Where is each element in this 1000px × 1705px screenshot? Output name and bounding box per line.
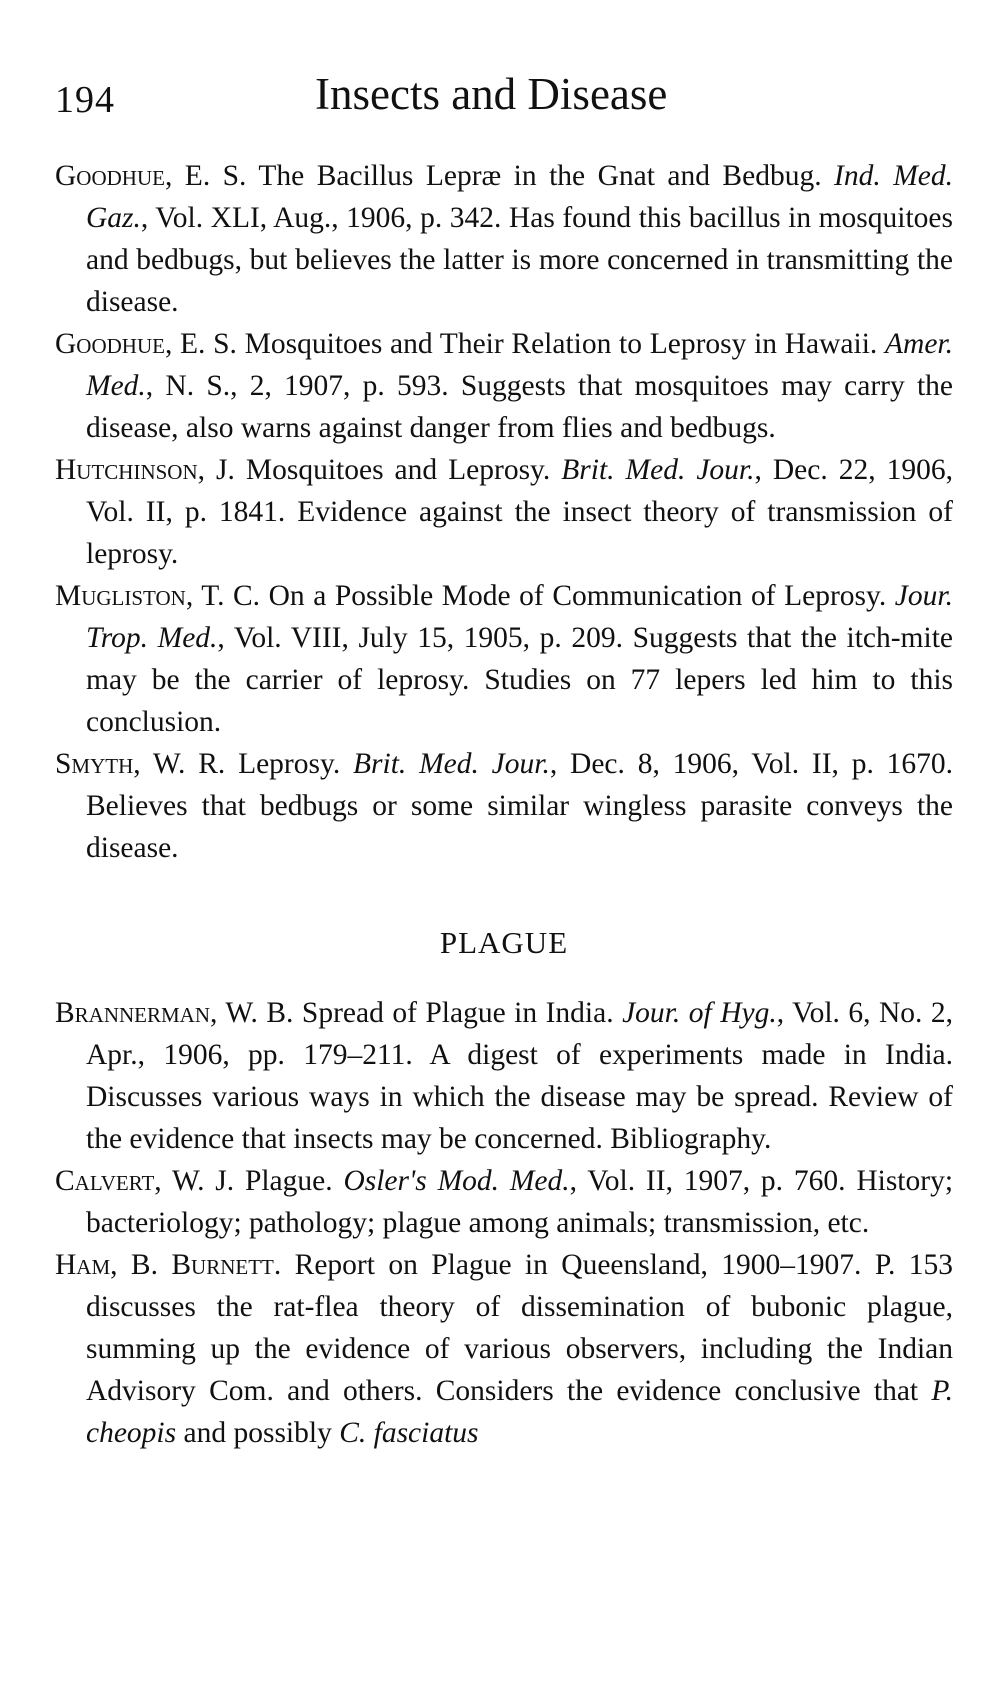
entry-author: Hutchinson, J. <box>55 454 235 486</box>
entry-title: Plague. <box>244 1165 333 1197</box>
running-head <box>55 60 953 130</box>
entry-title: Report on Plague in Queensland, 1900–1907. <box>294 1249 862 1281</box>
entry-annotation: A digest of experiments made in India. Discusses various ways in which the disease may be spread. Review of the evidence that insects may be concerned. Bibliography. <box>86 1039 953 1155</box>
entry-author: Smyth, W. R. <box>55 748 226 780</box>
entry-title: Leprosy. <box>238 748 341 780</box>
entry-connector: and possibly <box>183 1417 332 1449</box>
page-number: 194 <box>55 79 115 121</box>
entry-citation: , Vol. XLI, Aug., 1906, p. 342. <box>140 202 502 234</box>
entry-title: On a Possible Mode of Communication of Leprosy. <box>268 580 887 612</box>
bibliography-entry <box>55 155 953 323</box>
section-heading-plague: PLAGUE <box>439 925 569 960</box>
bibliography-entry <box>55 1160 953 1244</box>
entry-annotation: Believes that bedbugs or some similar wingless parasite conveys the disease. <box>86 790 953 864</box>
bibliography-entry <box>55 575 953 743</box>
leprosy-bibliography <box>55 155 953 869</box>
bibliography-entry <box>55 743 953 869</box>
bibliography-entry <box>55 323 953 449</box>
entry-journal: Osler's Mod. Med. <box>343 1165 570 1197</box>
entry-journal: Ind. Med. Gaz. <box>86 160 953 234</box>
book-page <box>55 60 953 1454</box>
entry-annotation: History; bacteriology; pathology; plague among animals; transmission, etc. <box>86 1165 954 1239</box>
entry-annotation: Suggests that mosquitoes may carry the disease, also warns against danger from flies and bedbugs. <box>86 370 953 444</box>
entry-journal: Brit. Med. Jour. <box>561 454 755 486</box>
entry-citation: , Vol. VIII, July 15, 1905, p. 209. <box>217 622 623 654</box>
entry-title: The Bacillus Lepræ in the Gnat and Bedbug. <box>258 160 822 192</box>
entry-author: Goodhue, E. S. <box>55 328 237 360</box>
bibliography-entry <box>55 449 953 575</box>
species-name: P. cheopis <box>86 1375 953 1449</box>
entry-author: Calvert, W. J. <box>55 1165 235 1197</box>
entry-annotation: P. 153 discusses the rat-flea theory of dissemination of bubonic plague, summing up the evidence of various observers, including the Indian Advisory Com. and others. Considers the evidence conclusive that <box>86 1249 954 1407</box>
entry-title: Spread of Plague in India. <box>301 997 614 1029</box>
species-name: C. fasciatus <box>339 1417 479 1449</box>
entry-title: Mosquitoes and Their Relation to Leprosy in Hawaii. <box>244 328 878 360</box>
entry-journal: Brit. Med. Jour. <box>353 748 550 780</box>
entry-citation: , Vol. 6, No. 2, Apr., 1906, pp. 179–211. <box>86 997 954 1071</box>
entry-title: Mosquitoes and Leprosy. <box>245 454 551 486</box>
entry-author: Mugliston, T. C. <box>55 580 261 612</box>
entry-author: Ham, B. Burnett. <box>55 1249 282 1281</box>
entry-annotation: Suggests that the itch-mite may be the carrier of leprosy. Studies on 77 lepers led him to this conclusion. <box>86 622 953 738</box>
bibliography-entry <box>55 1244 953 1454</box>
entry-journal: Jour. Trop. Med. <box>86 580 953 654</box>
entry-citation: , N. S., 2, 1907, p. 593. <box>145 370 449 402</box>
plague-bibliography <box>55 992 953 1454</box>
entry-author: Goodhue, E. S. <box>55 160 247 192</box>
entry-citation: , Dec. 22, 1906, Vol. II, p. 1841. <box>86 454 953 528</box>
entry-annotation: Has found this bacillus in mosquitoes and bedbugs, but believes the latter is more concerned in transmitting the disease. <box>86 202 954 318</box>
entry-author: Brannerman, W. B. <box>55 997 294 1029</box>
entry-annotation: Evidence against the insect theory of transmission of leprosy. <box>86 496 953 570</box>
entry-journal: Amer. Med. <box>86 328 954 402</box>
bibliography-entry <box>55 992 953 1160</box>
running-title: Insects and Disease <box>315 69 668 119</box>
entry-citation: , Vol. II, 1907, p. 760. <box>569 1165 846 1197</box>
entry-journal: Jour. of Hyg. <box>622 997 777 1029</box>
entry-citation: , Dec. 8, 1906, Vol. II, p. 1670. <box>549 748 954 780</box>
